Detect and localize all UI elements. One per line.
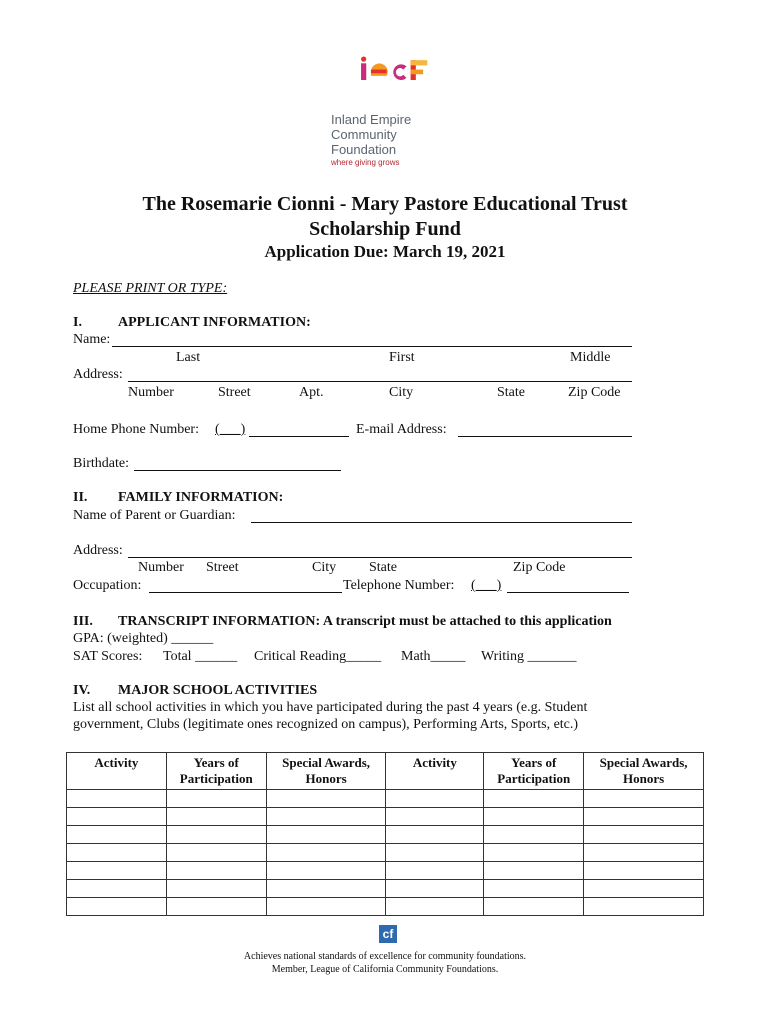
col-awards-1: Special Awards, Honors: [266, 753, 386, 790]
section1-num: I.: [73, 315, 82, 330]
telephone-field[interactable]: [507, 592, 629, 593]
name-label: Name:: [73, 332, 111, 347]
section4-num: IV.: [73, 683, 91, 698]
occupation-field[interactable]: [149, 592, 342, 593]
occupation-label: Occupation:: [73, 578, 142, 593]
address-field[interactable]: [128, 381, 632, 382]
sat-label: SAT Scores:: [73, 649, 143, 664]
col-years-1: Years of Participation: [166, 753, 266, 790]
col-activity-2: Activity: [386, 753, 484, 790]
footer-line-1: Achieves national standards of excellence for community foundations.: [243, 951, 527, 962]
addr-state: State: [497, 385, 525, 400]
telephone-label: Telephone Number:: [343, 578, 455, 593]
col-awards-2: Special Awards, Honors: [584, 753, 704, 790]
paddr-street: Street: [206, 560, 239, 575]
addr-zip: Zip Code: [568, 385, 621, 400]
email-field[interactable]: [458, 436, 632, 437]
parent-field[interactable]: [251, 522, 632, 523]
address-label: Address:: [73, 367, 123, 382]
iecf-logo: [326, 56, 466, 116]
addr-city: City: [389, 385, 414, 400]
due-date: Application Due: March 19, 2021: [264, 242, 506, 261]
paddr-city: City: [312, 560, 337, 575]
logo-tagline: where giving grows: [331, 158, 400, 167]
phone-area: (___): [215, 422, 246, 437]
name-field[interactable]: [112, 346, 632, 347]
section2-num: II.: [73, 490, 88, 505]
parent-label: Name of Parent or Guardian:: [73, 508, 236, 523]
name-middle: Middle: [570, 350, 611, 365]
logo-line-2: Community: [331, 127, 397, 142]
email-label: E-mail Address:: [356, 422, 447, 437]
logo-line-3: Foundation: [331, 142, 397, 157]
name-last: Last: [176, 350, 201, 365]
title-line-1: The Rosemarie Cionni - Mary Pastore Educational Trust: [142, 193, 628, 215]
section2-heading: FAMILY INFORMATION:: [118, 490, 284, 505]
col-years-2: Years of Participation: [484, 753, 584, 790]
section3-heading: TRANSCRIPT INFORMATION: A transcript must be attached to this application: [118, 614, 612, 629]
parent-address-field[interactable]: [128, 557, 632, 558]
section4-heading: MAJOR SCHOOL ACTIVITIES: [118, 683, 318, 698]
table-row: [67, 898, 704, 916]
activities-desc-2: government, Clubs (legitimate ones recognized on campus), Performing Arts, Sports, etc.): [73, 717, 579, 732]
sat-math: Math_____: [401, 649, 466, 664]
table-row: [67, 844, 704, 862]
activities-table: [66, 752, 704, 916]
sat-writing: Writing _______: [481, 649, 577, 664]
footer-line-2: Member, League of California Community Foundations.: [271, 964, 499, 975]
section3-num: III.: [73, 614, 93, 629]
addr-apt: Apt.: [299, 385, 324, 400]
phone-label: Home Phone Number:: [73, 422, 199, 437]
sat-total: Total ______: [163, 649, 238, 664]
name-first: First: [389, 350, 415, 365]
title-line-2: Scholarship Fund: [309, 218, 461, 240]
phone-field[interactable]: [249, 436, 349, 437]
addr-number: Number: [128, 385, 174, 400]
telephone-area: (___): [471, 578, 502, 593]
instruction: PLEASE PRINT OR TYPE:: [73, 281, 228, 296]
activities-desc-1: List all school activities in which you have participated during the past 4 years (e.g. Student: [73, 700, 588, 715]
sat-reading: Critical Reading_____: [254, 649, 382, 664]
birthdate-field[interactable]: [134, 470, 341, 471]
logo-line-1: Inland Empire: [331, 112, 412, 127]
paddr-number: Number: [138, 560, 184, 575]
addr-street: Street: [218, 385, 251, 400]
parent-address-label: Address:: [73, 543, 123, 558]
paddr-zip: Zip Code: [513, 560, 566, 575]
gpa-label: GPA: (weighted) ______: [73, 631, 214, 646]
table-row: [67, 808, 704, 826]
cf-seal-icon: cf: [379, 925, 397, 943]
table-row: [67, 862, 704, 880]
section1-heading: APPLICANT INFORMATION:: [118, 315, 311, 330]
birthdate-label: Birthdate:: [73, 456, 129, 471]
col-activity-1: Activity: [67, 753, 167, 790]
table-row: [67, 790, 704, 808]
table-row: [67, 826, 704, 844]
paddr-state: State: [369, 560, 397, 575]
table-row: [67, 880, 704, 898]
